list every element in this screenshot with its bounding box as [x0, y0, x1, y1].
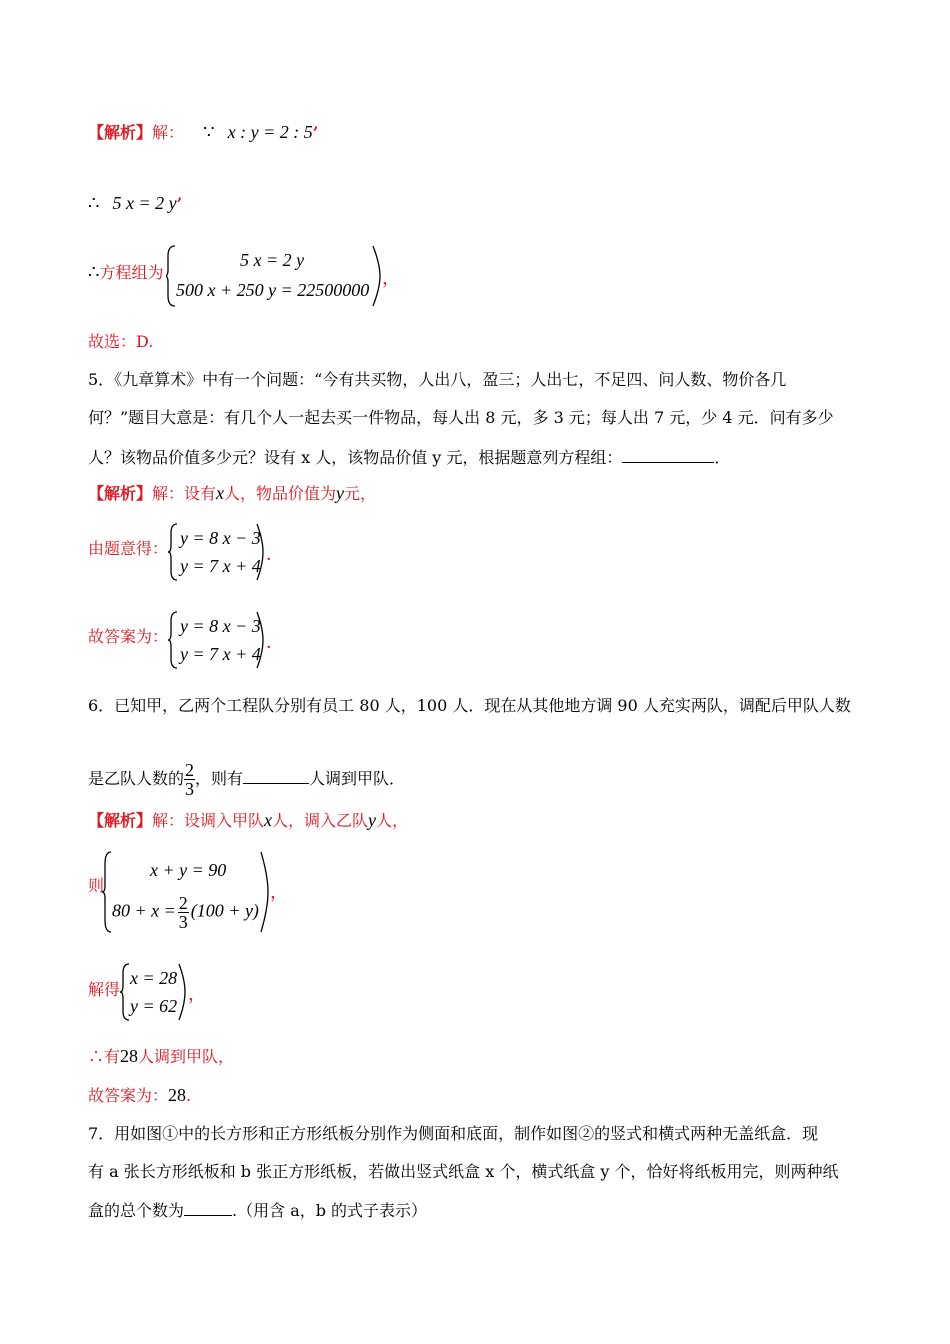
system-row-1: x + y = 90: [150, 860, 227, 880]
fraction-two-thirds: [178, 894, 189, 931]
system-tail: ，: [382, 268, 400, 288]
equation-system-q5-b: [168, 610, 284, 670]
solution-text: 元，: [344, 484, 377, 503]
variable-x: x: [216, 483, 225, 503]
q7-line-3: [88, 1199, 427, 1221]
row-2-left: 80 + x =: [112, 900, 176, 921]
system-tail: ，: [270, 882, 288, 902]
solution-start: 解：: [152, 123, 185, 142]
q7-line-2: 有 a 张长方形纸板和 b 张正方形纸板，若做出竖式纸盒 x 个，横式纸盒 y 个，恰好将纸板用完，则两种纸: [88, 1162, 839, 1181]
q6-line-2-text: ，则有: [195, 769, 244, 788]
q6-answer: [88, 1085, 191, 1106]
q5-line-3: [88, 446, 730, 468]
right-paren: [260, 850, 270, 934]
q6-then-label: 则: [88, 876, 105, 895]
system-row-2: y = 7 x + 4: [180, 556, 261, 576]
left-brace: [168, 610, 178, 670]
system-row-1: y = 8 x − 3: [180, 616, 261, 636]
left-brace: [120, 962, 130, 1022]
ratio-equation: x : y = 2 : 5: [227, 122, 313, 142]
right-paren: [178, 962, 188, 1022]
q5-solution-line: [88, 483, 376, 504]
denominator: 3: [178, 912, 188, 932]
left-brace: [168, 522, 178, 582]
system-row-2: [112, 894, 259, 931]
system-label: 方程组为: [99, 263, 164, 282]
left-brace: [166, 244, 176, 308]
denominator: 3: [185, 779, 195, 799]
solution-row-1: x = 28: [130, 968, 178, 988]
q6-line-1: 6．已知甲，乙两个工程队分别有员工 80 人，100 人．现在从其他地方调 90 人充实两队，调配后甲队人数: [88, 696, 851, 715]
p4-system-label: [88, 262, 163, 283]
comma-mark: ’: [176, 194, 183, 213]
variable-x: x: [264, 810, 273, 830]
answer-blank: [243, 767, 309, 784]
q5-line-3-text: 人？该物品价值多少元？设有 x 人，该物品价值 y 元，根据题意列方程组：: [88, 448, 623, 467]
equation-system-q6-solution: [120, 962, 210, 1022]
solution-text: 人，物品价值为: [224, 484, 337, 503]
right-paren: [256, 522, 266, 582]
analysis-tag: 【解析】: [88, 811, 153, 830]
analysis-tag: 【解析】: [88, 123, 153, 142]
conclusion-text: ∴有: [88, 1047, 121, 1066]
p4-therefore-line: [88, 193, 182, 214]
right-paren: [256, 610, 266, 670]
solution-text: 解：设有: [152, 484, 217, 503]
analysis-tag: 【解析】: [88, 484, 153, 503]
q7-line-3-text: .（用含 a，b 的式子表示）: [232, 1201, 428, 1220]
equation-system-p4: [166, 244, 400, 308]
right-paren: [372, 244, 382, 308]
numerator: 2: [185, 760, 195, 780]
therefore-symbol: ∴: [88, 262, 100, 282]
conclusion-text: 人调到甲队，: [138, 1047, 235, 1066]
q6-conclusion: [88, 1046, 234, 1067]
left-brace: [102, 850, 112, 934]
system-row-1: 5 x = 2 y: [240, 250, 305, 270]
equation-5x-2y: 5 x = 2 y: [112, 193, 177, 213]
q6-line-2-text: 人调到甲队．: [309, 769, 406, 788]
conclusion-number: 28: [120, 1046, 139, 1066]
q6-line-2-text: 是乙队人数的: [88, 769, 185, 788]
answer-value: 28: [168, 1085, 187, 1105]
answer-blank: [184, 1199, 232, 1216]
row-2-right: (100 + y): [190, 900, 259, 921]
q5-system-label-2: 故答案为：: [88, 627, 169, 646]
therefore-symbol: ∴: [88, 193, 100, 213]
system-row-1: y = 8 x − 3: [180, 528, 261, 548]
q7-line-1: 7．用如图①中的长方形和正方形纸板分别作为侧面和底面，制作如图②的竖式和横式两种无盖纸盒．现: [88, 1124, 819, 1143]
q6-solve-label: 解得: [88, 980, 121, 999]
system-tail: ，: [188, 984, 206, 1004]
equation-system-q6: [102, 850, 292, 934]
q5-line-1: 5．《九章算术》中有一个问题：“今有共买物，人出八，盈三；人出七，不足四、问人数、物价各几: [88, 370, 787, 389]
system-end: ．: [266, 544, 284, 564]
q5-line-2: 何？”题目大意是：有几个人一起去买一件物品，每人出 8 元，多 3 元；每人出 7 元，少 4 元．问有多少: [88, 408, 834, 427]
system-row-2: y = 7 x + 4: [180, 644, 261, 664]
solution-text: 解：设调入甲队: [152, 811, 265, 830]
numerator: 2: [178, 893, 188, 913]
variable-y: y: [368, 810, 377, 830]
solution-row-2: y = 62: [130, 996, 178, 1016]
equation-system-q5-a: [168, 522, 284, 582]
because-symbol: ∵: [203, 122, 215, 142]
q6-solution-line: [88, 810, 408, 831]
system-end: ．: [266, 632, 284, 652]
solution-text: 人，: [376, 811, 409, 830]
system-row-2: 500 x + 250 y = 22500000: [176, 280, 370, 300]
q5-system-label-1: 由题意得：: [88, 539, 169, 558]
answer-label: 故答案为：: [88, 1086, 169, 1105]
answer-blank: [622, 446, 714, 463]
solution-text: 人，调入乙队: [272, 811, 369, 830]
comma-mark: ’: [312, 123, 319, 142]
q5-line-3-end: ．: [714, 448, 731, 467]
q7-line-3-text: 盒的总个数为: [88, 1201, 185, 1220]
variable-y: y: [336, 483, 345, 503]
p4-solution-line: [88, 122, 318, 143]
p4-answer: 故选：D.: [88, 332, 154, 351]
answer-end: .: [186, 1086, 192, 1105]
fraction-two-thirds: [184, 761, 195, 798]
q6-line-2: [88, 758, 405, 800]
